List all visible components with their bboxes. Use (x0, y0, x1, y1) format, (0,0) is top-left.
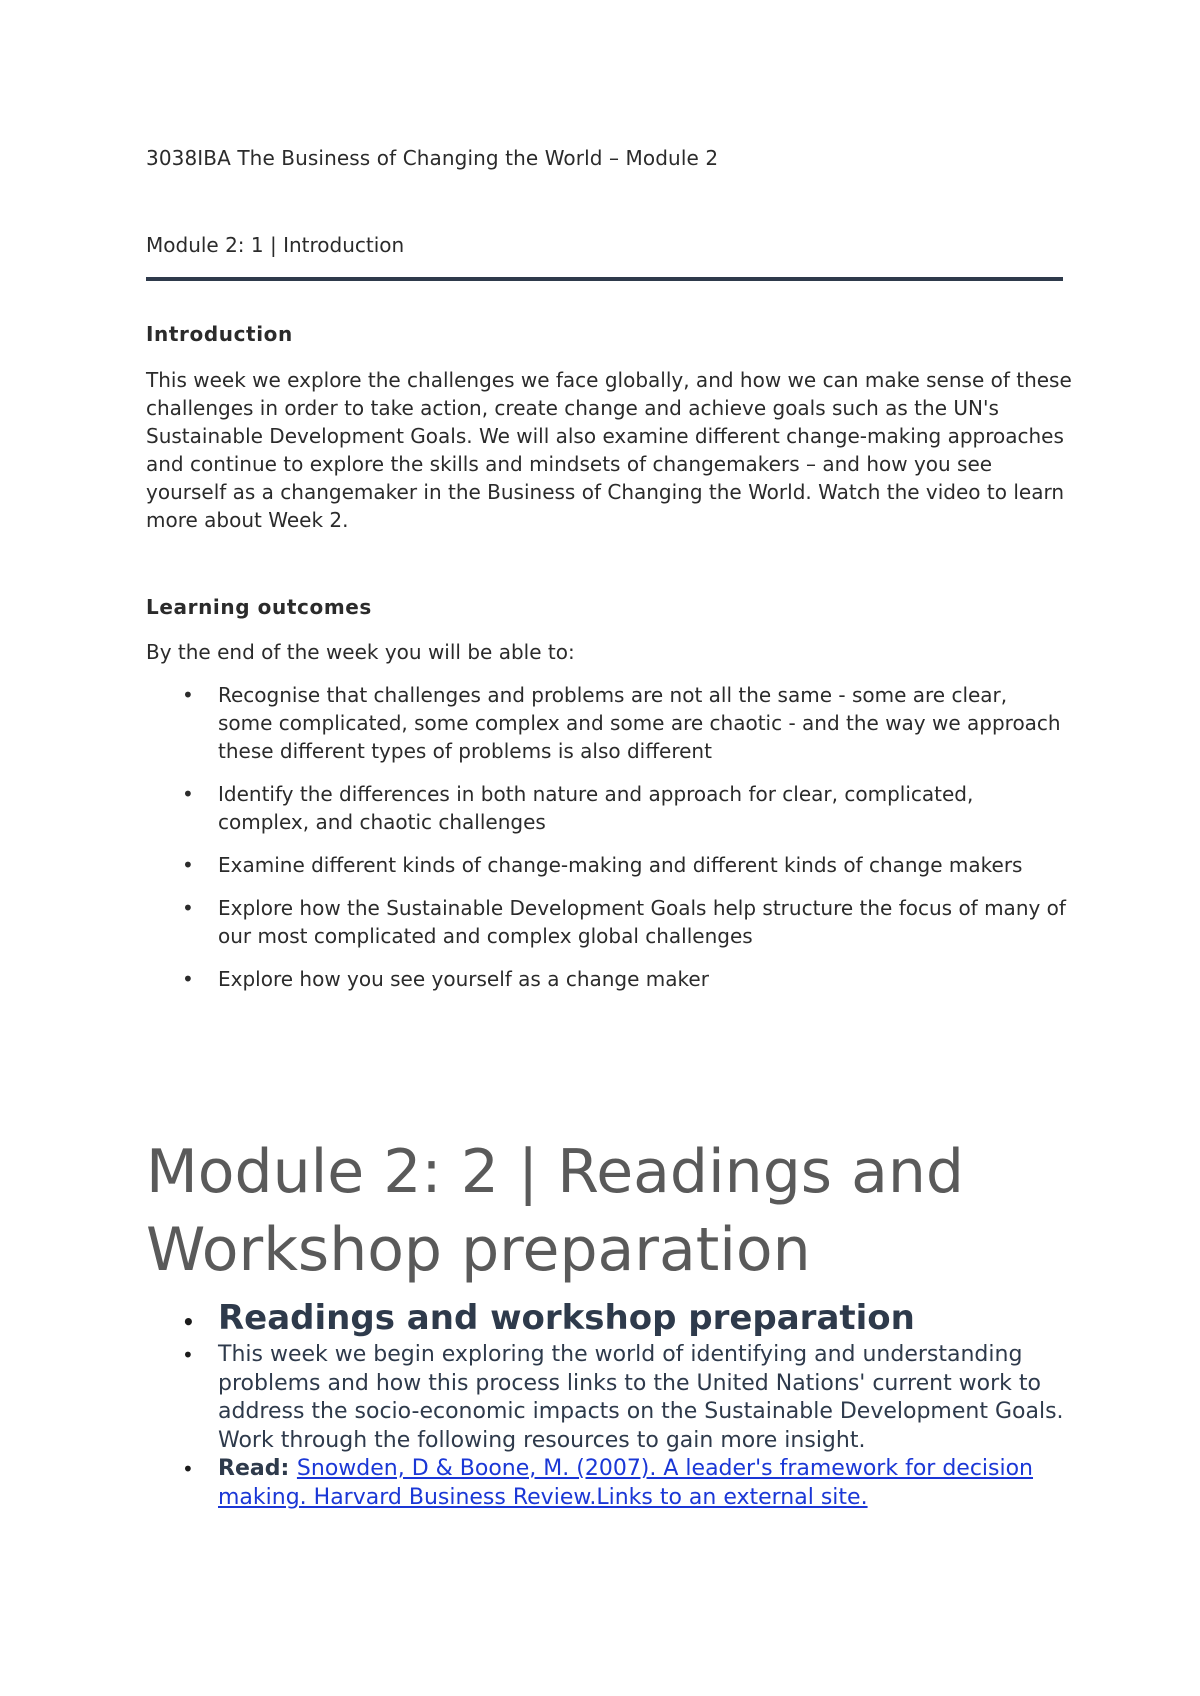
list-item (146, 965, 1066, 993)
list-item (146, 1455, 1076, 1512)
list-item (146, 894, 1066, 950)
list-item (146, 681, 1066, 765)
read-label: Read: (218, 1456, 297, 1481)
bullet-icon: • (182, 1343, 194, 1367)
introduction-body: This week we explore the challenges we face globally, and how we can make sense of these challenges in order to take action, create change and achieve goals such as the UN's Sustainable Development Goals. We will also examine different change-making approaches and continue to explore the skills and mindsets of changemakers – and how you see yourself as a changemaker in the Business of Changing the World. Watch the video to learn more about Week 2. (146, 368, 1072, 532)
list-item-text: Recognise that challenges and problems are not all the same - some are clear, some complicated, some complex and some are chaotic - and the way we approach these different types of problems is also different (218, 683, 1061, 763)
list-item (146, 1341, 1076, 1455)
readings-paragraph: This week we begin exploring the world of identifying and understanding problems and how this process links to the United Nations' current work to address the socio-economic impacts on the Sustainable Development Goals. Work through the following resources to gain more insight. (218, 1342, 1064, 1453)
introduction-heading: Introduction (146, 322, 293, 346)
module-2-heading: Module 2: 2 | Readings and Workshop preparation (146, 1137, 964, 1285)
list-item-text: Explore how the Sustainable Development Goals help structure the focus of many of our most complicated and complex global challenges (218, 896, 1066, 948)
bullet-icon: • (182, 1310, 195, 1334)
list-item (146, 851, 1066, 879)
bullet-icon: • (182, 967, 194, 991)
learning-outcomes-intro: By the end of the week you will be able to: (146, 640, 575, 664)
readings-subheading-text: Readings and workshop preparation (218, 1298, 915, 1338)
bullet-icon: • (182, 683, 194, 707)
bullet-icon: • (182, 853, 194, 877)
list-item-text: Identify the differences in both nature and approach for clear, complicated, complex, and chaotic challenges (218, 782, 974, 834)
bullet-icon: • (182, 1457, 194, 1481)
section-label: Module 2: 1 | Introduction (146, 233, 405, 257)
list-item-text: Explore how you see yourself as a change maker (218, 967, 709, 991)
reading-reference-link[interactable]: Snowden, D & Boone, M. (2007). A leader's framework for decision making. Harvard Business Review.Links to an external site. (218, 1456, 1033, 1510)
bullet-icon: • (182, 782, 194, 806)
readings-subheading (146, 1297, 1076, 1339)
list-item-text: Examine different kinds of change-making and different kinds of change makers (218, 853, 1023, 877)
learning-outcomes-list (146, 681, 1066, 1008)
readings-list (146, 1297, 1076, 1512)
document-title: 3038IBA The Business of Changing the World – Module 2 (146, 146, 719, 170)
bullet-icon: • (182, 896, 194, 920)
learning-outcomes-heading: Learning outcomes (146, 595, 372, 619)
section-divider (146, 277, 1063, 281)
list-item (146, 780, 1066, 836)
